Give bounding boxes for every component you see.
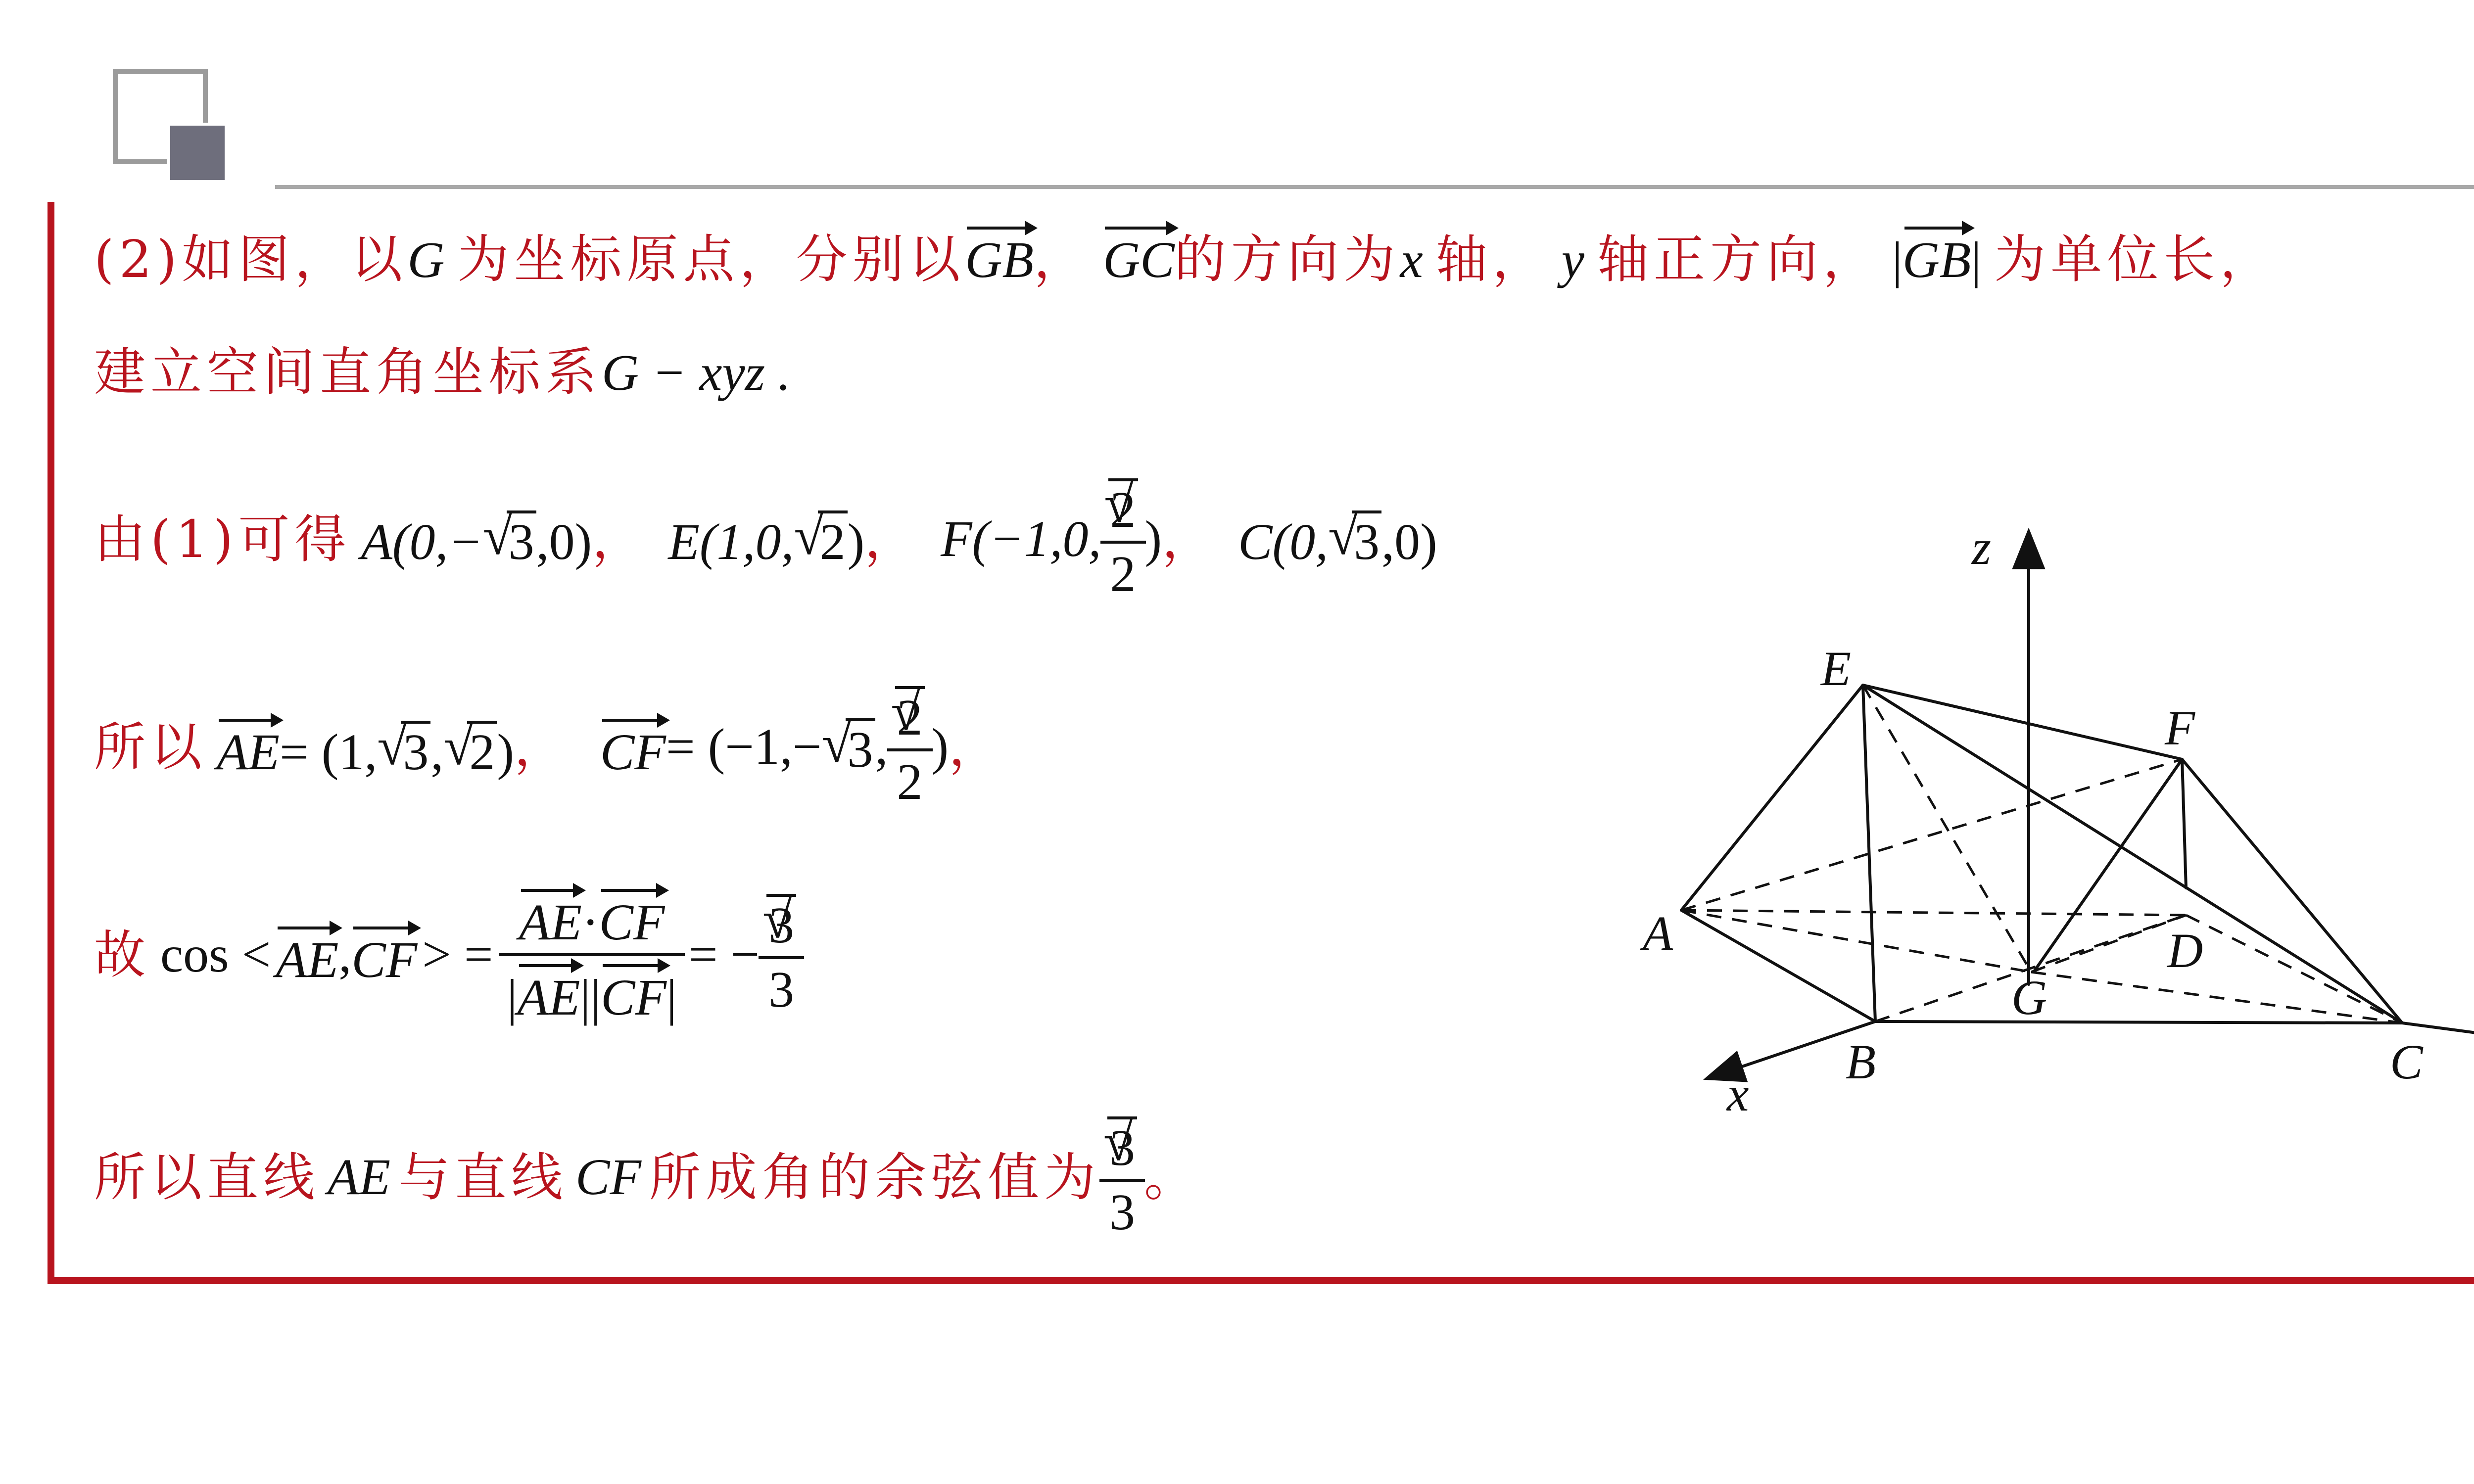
text-l3-a: 由(1)可得 [94,509,351,569]
edge-fd [2182,759,2186,888]
point-e: E(1,0,√ 2) [668,510,864,568]
text-l6-c: 所成角的余弦值为 [649,1147,1101,1207]
vector-cf-value: CF = (−1,− √ 3 , √ $\frac{2}{2}$ ) [600,686,949,808]
label-z: z [1972,520,1991,575]
label-b: B [1846,1034,1876,1089]
math-ae: AE [328,1149,391,1206]
point-a: A(0,−√ 3,0) [361,510,592,568]
edge-ef [1863,685,2182,759]
line-6 [94,1093,1200,1261]
text-l4-a: 所以 [94,717,207,777]
edge-gc-dashed [2031,972,2402,1023]
sep-3: ， [1162,509,1219,569]
math-g: G [407,232,445,288]
edge-af-dashed [1681,759,2182,910]
text-l1-a: (2)如图，以 [94,229,408,289]
line-2 [94,342,791,402]
label-c: C [2390,1034,2423,1089]
text-l1-d: 的方向为 [1174,229,1400,289]
edge-eg-dashed [1863,685,2031,972]
sep-5: ， [949,717,1005,777]
edge-bc [1875,1021,2402,1023]
text-l1-f: 轴正方向， [1597,229,1879,289]
edge-ab [1681,910,1875,1021]
edge-ad-dashed [1681,910,2186,915]
math-y: y [1561,232,1584,288]
label-f: F [2165,700,2195,755]
text-l1-c: ， [1034,229,1091,289]
line-1 [94,224,2277,289]
sep-1: ， [592,509,649,569]
sep-2: ， [864,509,921,569]
edge-ec [1863,685,2402,1023]
point-f: F(−1,0, √ $\frac{2}{2}$ ) [941,478,1162,600]
edge-eb [1863,685,1875,1021]
final-answer: √ $\frac{3}{3}$ [1103,1116,1141,1238]
text-l6-a: 所以直线 [94,1147,320,1207]
cosine-formula: cos < AE , CF > = $\frac{AE\cdot CF}{|AE||CF|}$ = − √ $\frac{3}{3}$ [160,886,803,1023]
text-l1-e: 轴， [1435,229,1549,289]
text-l2-a: 建立空间直角坐标系 [94,342,602,402]
coordinate-system: G − xyz . [602,344,791,401]
edge-dc-dashed [2186,915,2402,1023]
text-l1-b: 为坐标原点，分别以 [457,229,965,289]
text-l1-g: 为单位长， [1994,229,2277,289]
sep-4: ， [514,717,571,777]
edge-ae [1681,685,1863,910]
edge-fg [2034,759,2182,972]
cos-result: √ $\frac{3}{3}$ [762,894,800,1016]
cos-fraction: $\frac{AE\cdot CF}{|AE||CF|}$ [503,886,681,1023]
abs-left: | [1892,232,1903,288]
text-l5-a: 故 [94,925,151,985]
vector-ae-value: AE= (1,√ 3,√ 2) [217,716,514,778]
vector-gb-abs: GB [1903,224,1971,286]
text-l6-d: 。 [1144,1147,1201,1207]
point-c: C(0,√ 3,0) [1238,510,1437,568]
label-e: E [1821,641,1852,696]
line-5 [94,861,803,1049]
label-x: x [1727,1067,1749,1121]
edge-fc [2182,759,2402,1023]
abs-right: | [1971,232,1982,288]
label-g: G [2011,970,2047,1025]
line-4 [94,673,1005,821]
header-rule [275,185,2474,189]
math-x: x [1400,232,1423,288]
geometry-figure [1633,505,2474,1148]
math-cf: CF [575,1149,641,1206]
logo-square-fill [167,123,228,183]
vector-gc: GC [1103,224,1174,286]
line-3 [94,465,1437,613]
text-l6-b: 与直线 [398,1147,568,1207]
vector-gb: GB [965,224,1034,286]
label-a: A [1643,906,1673,961]
label-d: D [2167,923,2203,978]
